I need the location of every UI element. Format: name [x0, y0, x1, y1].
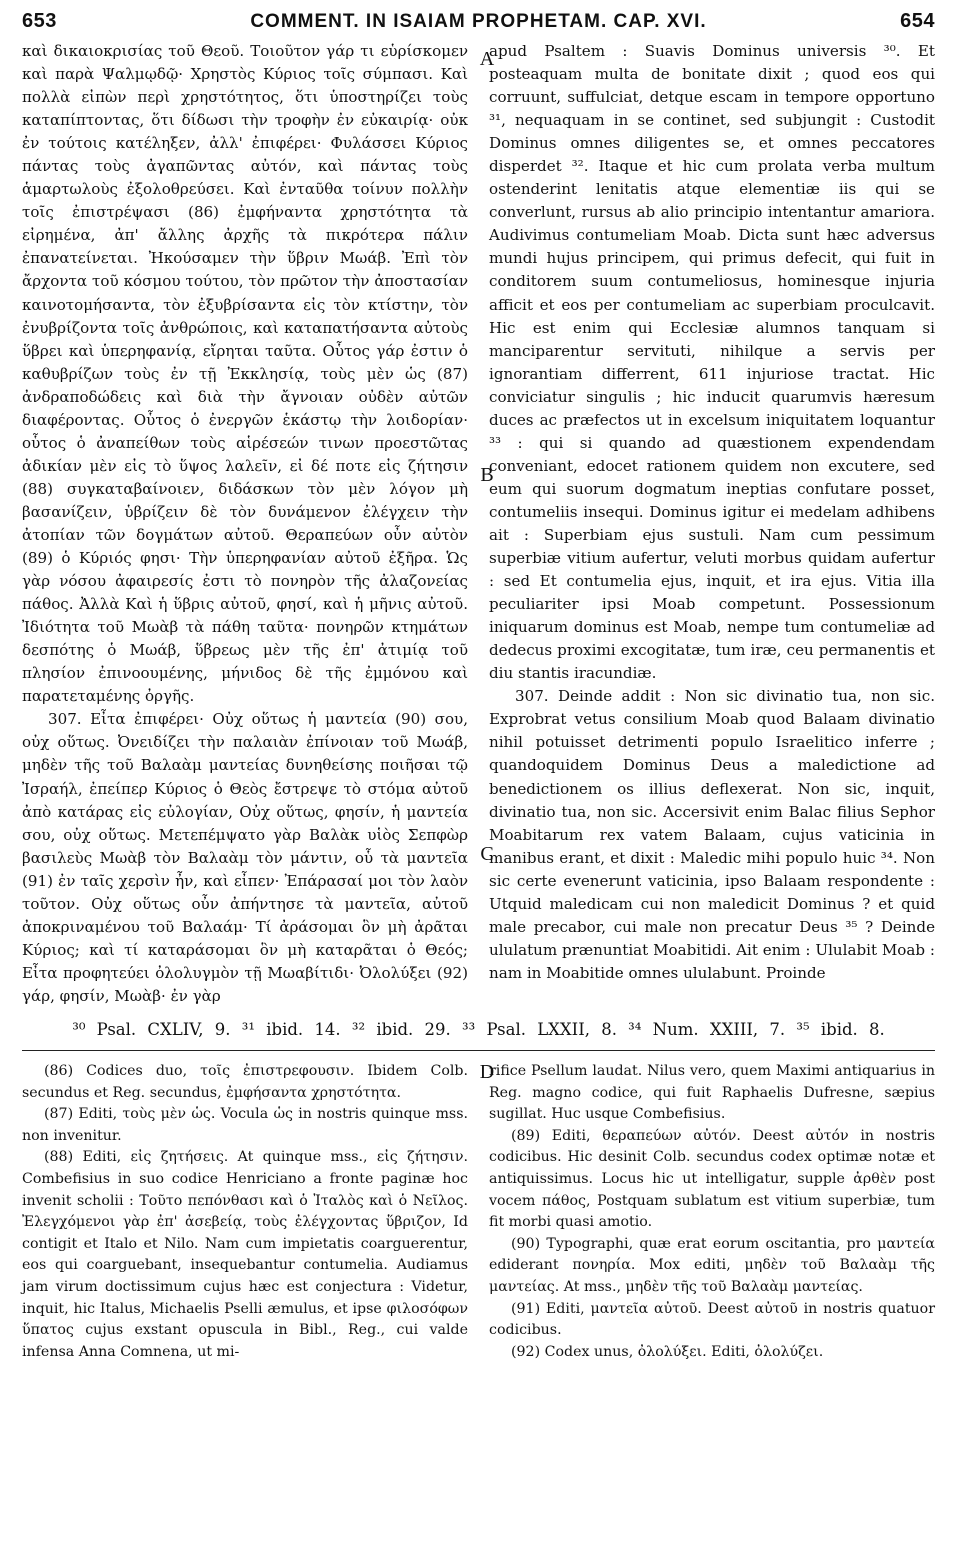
- margin-marker-a: A: [479, 48, 495, 70]
- notes-left-column: [22, 1061, 468, 1363]
- footnote: (89) Editi, θεραπεύων αὐτόν. Deest αὐτόν in nostris codicibus. Hic desinit Colb. secundus codex optimæ notæ et antiquissimus. Locus hic ut intelligatur, supple ἀρθὲν post vocem πάθος, Postquam sublatum est vitium superbiæ, tum fit morbi quasi amotio.: [489, 1127, 935, 1231]
- footnote: (91) Editi, μαντεῖα αὐτοῦ. Deest αὐτοῦ in nostris quatuor codicibus.: [489, 1300, 935, 1339]
- footnote: (87) Editi, τοὺς μὲν ὡς. Vocula ὡς in nostris quinque mss. non invenitur.: [22, 1106, 468, 1144]
- main-text: [22, 40, 935, 1008]
- greek-column: [22, 40, 468, 1008]
- latin-column: [489, 40, 935, 1008]
- latin-paragraph: apud Psaltem : Suavis Dominus universis ³⁰. Et posteaquam multa de bonitate dixit ; quod eos qui corruunt, suffulciat, detque escam in tempore opportuno ³¹, nequaquam in se continet, sed subjungit : Custodit Dominus omnes diligentes se, et omnes peccatores disperdet ³². Itaque et hic cum prolata verba multum ostenderint lenitatis atque elementiæ iis qui se converlunt, rursus ab alio principio intentantur amariora. Audivimus contumeliam Moab. Dicta sunt hæc adversus mundi hujus principem, qui primus defecit, qui fuit in conditorem suum contumeliosus, hominesque injuria afficit et eos per contumeliam ac superbiam proculcavit. Hic est enim qui Ecclesiæ alumnos tanquam si manciparentur servituti, nihilque a servis per ignorantiam differrent, 611 injuriose tractat. Hic conviciatur singulis ; hic inducit quarumvis hæresum duces ac præfectos ut in excelsum iniquitatem loquantur ³³ : qui si quando ad quæstionem expendendam conveniant, edocet rationem quidem non excutere, sed eum qui suorum dogmatum ineptias confutare posset, contumeliis insequi. Dominus igitur ei medelam adhibens ait : Superbiam ejus sustuli. Nam cum pessimum superbiæ vitium aufertur, veluti morbus quidam aufertur : sed Et contumelia ejus, inquit, et ira ejus. Vitia illa peculiariter ipsi Moab competunt. Possessionum iniquarum dominus est Moab, nempe tum contumeliæ ad dedecus proximi excogitatæ, tum iræ, ceu permanentis et diu stantis iracundiæ.: [489, 42, 935, 683]
- footnote: (90) Typographi, quæ erat eorum oscitantia, pro μαντεία ediderant πονηρία. Mox editi, μηδὲν τοῦ Βαλαὰμ τῆς μαντείας. At mss., μηδὲν τῆς τοῦ Βαλαὰμ μαντείας.: [489, 1235, 935, 1295]
- footnotes: [22, 1061, 935, 1363]
- right-page-number: 654: [900, 10, 935, 32]
- footnote: (88) Editi, εἰς ζητήσεις. At quinque mss., εἰς ζήτησιν. Combefisius in suo codice Henriciano a fronte paginæ hoc invenit scholii : Τοῦτο πεπόνθασι καὶ ὁ Ἰταλὸς καὶ ὁ Νεῖλος. Ἐλεγχόμενοι γὰρ ἐπ' ἀσεβείᾳ, τοὺς ἐλέγχοντας ὕβριζον, Id contigit et Italo et Nilo. Nam cum impietatis coarguerentur, eos qui coarguebant, insequebantur contumelia. Audiamus jam virum doctissimum cujus hæc est conjectura : Videtur, inquit, hic Italus, Michaelis Pselli æmulus, et ipse φιλοσόφων ὕπατος cujus exstant opuscula in Bibl., Reg., cui valde infensa Anna Comnena, ut mi-: [22, 1149, 468, 1360]
- footnote: rifice Psellum laudat. Nilus vero, quem Maximi antiquarius in Reg. magno codice, qui fuit Raphaelis Dufresne, sæpius sugillat. Huc usque Combefisius.: [489, 1062, 935, 1123]
- footnote: (86) Codices duo, τοῖς ἐπιστρεφουσιν. Ibidem Colb. secundus et Reg. secundus, ἐμφήσαντα χρηστότητα.: [22, 1062, 468, 1101]
- scripture-references: ³⁰ Psal. CXLIV, 9. ³¹ ibid. 14. ³² ibid. 29. ³³ Psal. LXXII, 8. ³⁴ Num. XXIII, 7. ³⁵ ibid. 8.: [72, 1019, 885, 1039]
- margin-marker-c: C: [480, 843, 494, 865]
- left-page-number: 653: [22, 10, 57, 32]
- running-title: COMMENT. IN ISAIAM PROPHETAM. CAP. XVI.: [250, 11, 707, 32]
- footnote: (92) Codex unus, ὀλολύξει. Editi, ὀλολύζει.: [511, 1343, 824, 1360]
- notes-right-column: [489, 1061, 935, 1363]
- margin-marker-b: B: [480, 464, 494, 486]
- greek-paragraph: 307. Εἶτα ἐπιφέρει· Οὐχ οὕτως ἡ μαντεία (90) σου, οὐχ οὕτως. Ὀνειδίζει τὴν παλαιὰν ἐπίνοιαν τοῦ Μωάβ, μηδὲν τῆς τοῦ Βαλαὰμ μαντείας δυνηθείσης ποιῆσαι τῷ Ἰσραήλ, ἐπείπερ Κύριος ὁ Θεὸς ἔστρεψε τὸ στόμα αὐτοῦ ἀπὸ κατάρας εἰς εὐλογίαν, Οὐχ οὕτως, φησίν, ἡ μαντεία σου, οὐχ οὕτως. Μετεπέμψατο γὰρ Βαλὰκ υἱὸς Σεπφὼρ βασιλεὺς Μωὰβ τὸν Βαλαὰμ τὸν μάντιν, οὗ τὰ μαντεῖα (91) ἐν ταῖς χερσὶν ἦν, καὶ εἶπεν· Ἐπάρασαί μοι τὸν λαὸν τοῦτον. Οὐχ οὕτως οὖν ἀπήντησε τὰ μαντεῖα, αὐτοῦ ἀποκριναμένου τοῦ Βαλαάμ· Τί ἀράσομαι ὃν μὴ ἀρᾶται Κύριος; καὶ τί καταράσομαι ὃν μὴ καταρᾶται ὁ Θεός; Εἶτα προφητεύει ὀλολυγμὸν τῇ Μωαβίτιδι· Ὀλολύξει (92) γάρ, φησίν, Μωὰβ· ἐν γὰρ: [22, 710, 468, 1005]
- greek-paragraph: καὶ δικαιοκρισίας τοῦ Θεοῦ. Τοιοῦτον γάρ τι εὑρίσκομεν καὶ παρὰ Ψαλμῳδῷ· Χρηστὸς Κύριος τοῖς σύμπασι. Καὶ πολλὰ εἰπὼν περὶ χρηστότητος, ὅτι ὑποστηρίζει τοὺς καταπίπτοντας, ὅτι δίδωσι τὴν τροφὴν ἐν εὐκαιρίᾳ· οὐκ ἐν τούτοις κατέληξεν, ἀλλ' ἐπιφέρει· Φυλάσσει Κύριος πάντας τοὺς ἀγαπῶντας αὐτόν, καὶ πάντας τοὺς ἁμαρτωλοὺς ἐξολοθρεύσει. Καὶ ἐνταῦθα τοίνυν πολλὴν τοῖς ἐπιστρέψασι (86) ἐμφήναντα χρηστότητα τὰ εἰρημένα, ἀπ' ἄλλης ἀρχῆς τὰ πικρότερα πάλιν ἐπανατείνεται. Ἠκούσαμεν τὴν ὕβριν Μωάβ. Ἐπὶ τὸν ἄρχοντα τοῦ κόσμου τούτου, τὸν πρῶτον τὴν ἀποστασίαν καινοτομήσαντα, τὸν ἐξυβρίσαντα εἰς τὸν κτίστην, τὸν ἐνυβρίζοντα τοῖς ἀνθρώποις, καὶ καταπατήσαντα αὐτοὺς ὕβρει καὶ ὑπερηφανίᾳ, εἴρηται ταῦτα. Οὗτος γάρ ἐστιν ὁ καθυβρίζων τοὺς ἐν τῇ Ἐκκλησίᾳ, τοὺς μὲν ὡς (87) ἀνδραποδώδεις καὶ διὰ τὴν ἄγνοιαν οὐδὲν αὐτῶν διαφέροντας. Οὗτος ὁ ἐνεργῶν ἑκάστῳ τὴν λοιδορίαν· οὗτος ὁ ἀναπείθων τοὺς αἱρέσεών τινων προεστῶτας ἀδικίαν μὲν εἰς τὸ ὕψος λαλεῖν, εἰ δέ ποτε εἰς ζήτησιν (88) συγκαταβαίνοιεν, διδάσκων τὸν μὲν λόγον μὴ βασανίζειν, ὑβρίζειν δὲ τὸν δυνάμενον ἐλέγχειν τὴν ἀτοπίαν τῶν δογμάτων αὐτοῦ. Θεραπεύων οὖν αὐτὸν (89) ὁ Κύριός φησι· Τὴν ὑπερηφανίαν αὐτοῦ ἐξῆρα. Ὡς γὰρ νόσου ἀφαιρεσίς ἐστι τὸ πονηρὸν τῆς ἀλαζονείας πάθος. Ἀλλὰ Καὶ ἡ ὕβρις αὐτοῦ, φησί, καὶ ἡ μῆνις αὐτοῦ. Ἰδιότητα τοῦ Μωὰβ τὰ πάθη ταῦτα· πονηρῶν κτημάτων δεσπότης ὁ Μωάβ, ὕβρεως μὲν τῆς ἐπ' ἀτιμίᾳ τοῦ πλησίον ἐπινοουμένης, μήνιδος δὲ τῆς ἐμμόνου καὶ παρατεταμένης ὀργῆς.: [22, 42, 468, 706]
- latin-paragraph: 307. Deinde addit : Non sic divinatio tua, non sic. Exprobrat vetus consilium Moab quod Balaam divinatio nihil potuisset detrimenti populo Israelitico inferre ; quandoquidem Dominus Deus a maledictione ad benedictionem os illius deflexerat. Non sic, inquit, divinatio tua, non sic. Accersivit enim Balac filius Sephor Moabitarum rex vatem Balaam, cujus vaticinia in manibus erant, et dixit : Maledic mihi populo huic ³⁴. Non sic certe evenerunt vaticinia, ipso Balaam respondente : Utquid maledicam cui non maledicit Dominus ? et quid male precabor, cui male non precatur Deus ³⁵ ? Deinde ululatum prænuntiat Moabitidi. Ait enim : Ululabit Moab : nam in Moabitide omnes ululabunt. Proinde: [489, 687, 935, 982]
- notes-divider: [22, 1050, 935, 1051]
- running-head: [22, 10, 935, 40]
- margin-marker-d: D: [479, 1060, 495, 1083]
